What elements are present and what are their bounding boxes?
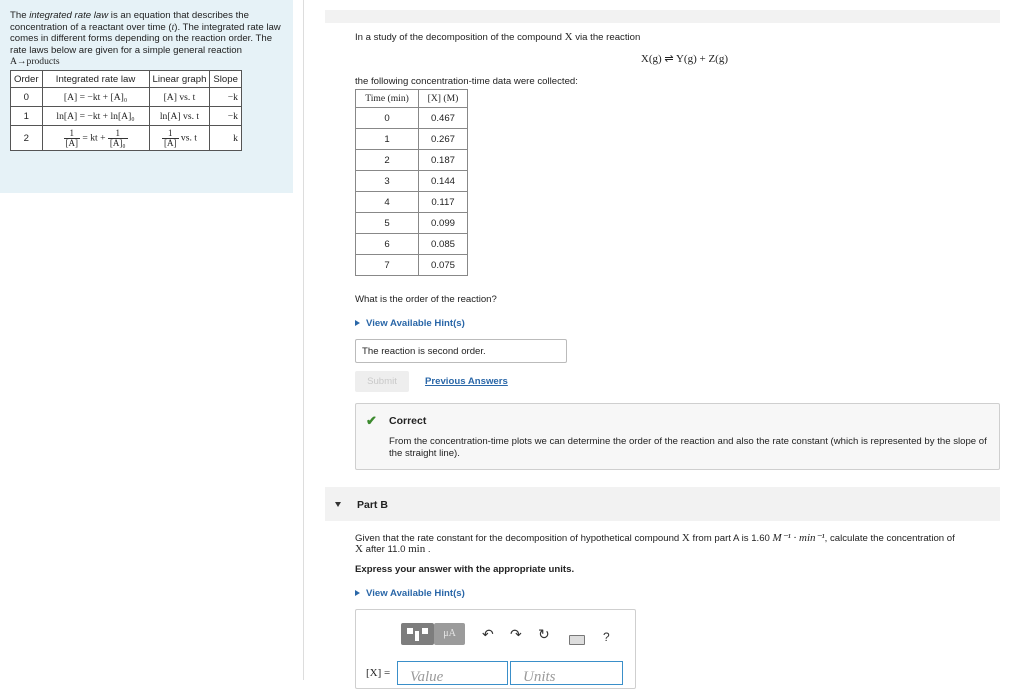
concentration-header: [X] (M): [419, 90, 468, 108]
header-graph: Linear graph: [149, 71, 210, 88]
denominator: [A]₀: [109, 137, 126, 148]
time-header: Time (min): [356, 90, 419, 108]
checkmark-icon: ✔: [366, 413, 377, 428]
slope-cell: k: [210, 126, 242, 151]
expand-triangle-icon: [355, 320, 360, 326]
units-input[interactable]: Units: [510, 661, 623, 685]
compound-name: X: [681, 532, 690, 544]
top-bar: [325, 10, 1000, 23]
header-slope: Slope: [210, 71, 242, 88]
hint-label: View Available Hint(s): [366, 318, 465, 329]
time-unit: min: [408, 543, 426, 555]
graph-cell: [149, 126, 210, 151]
intro-text-3: ). The integrated rate law comes in different forms depending on the reaction order. The rate laws below are given for a simple general reaction: [10, 21, 281, 56]
reaction-equation: X(g) ⇌ Y(g) + Z(g): [640, 53, 728, 65]
concentration-cell: 0.075: [419, 255, 468, 276]
rate-law-row: [11, 88, 242, 107]
compound-name: X: [564, 31, 573, 43]
law-middle: = kt +: [80, 132, 108, 144]
units-symbol-button[interactable]: μA: [434, 623, 465, 645]
view-hint-link[interactable]: [355, 318, 465, 329]
fraction: [64, 129, 81, 148]
study-intro-text: In a study of the decomposition of the compound: [355, 32, 565, 43]
concentration-cell: 0.117: [419, 192, 468, 213]
concentration-cell: 0.267: [419, 129, 468, 150]
template-icon: [415, 631, 419, 641]
answer-field[interactable]: The reaction is second order.: [355, 339, 567, 363]
table-row: [356, 150, 468, 171]
feedback-title: Correct: [389, 415, 427, 427]
header-law: Integrated rate law: [42, 71, 149, 88]
rate-units: M⁻¹ · min⁻¹: [772, 532, 825, 544]
part-b-title: Part B: [357, 499, 388, 511]
undo-icon[interactable]: ↶: [482, 626, 494, 642]
expand-triangle-icon: [355, 590, 360, 596]
law-cell: [42, 126, 149, 151]
time-cell: 3: [356, 171, 419, 192]
graph-cell: [A] vs. t: [149, 88, 210, 107]
numerator: 1: [64, 129, 81, 139]
intro-var: t: [171, 21, 175, 33]
concentration-cell: 0.144: [419, 171, 468, 192]
slope-cell: −k: [210, 88, 242, 107]
header-order: Order: [11, 71, 43, 88]
prompt-text: Given that the rate constant for the decomposition of hypothetical compound: [355, 533, 682, 544]
prompt-text-2: from part A is 1.60: [689, 533, 773, 544]
fraction: [162, 129, 179, 148]
template-icon: [407, 628, 413, 634]
part-b-header[interactable]: [325, 487, 1000, 521]
previous-answers-link[interactable]: Previous Answers: [425, 376, 508, 387]
table-row: [356, 192, 468, 213]
rate-law-header-row: [11, 71, 242, 88]
time-cell: 4: [356, 192, 419, 213]
time-cell: 5: [356, 213, 419, 234]
concentration-time-table: [355, 89, 468, 276]
graph-tail: vs. t: [178, 132, 197, 144]
info-intro: [10, 10, 290, 68]
time-cell: 1: [356, 129, 419, 150]
table-row: [356, 171, 468, 192]
graph-cell: ln[A] vs. t: [149, 107, 210, 126]
study-intro-tail: via the reaction: [572, 32, 641, 43]
order-cell: 0: [11, 88, 43, 107]
rate-law-row: [11, 126, 242, 151]
law-cell: ln[A] = −kt + ln[A]₀: [42, 107, 149, 126]
concentration-cell: 0.085: [419, 234, 468, 255]
data-intro: the following concentration-time data were collected:: [355, 76, 578, 87]
table-row: [356, 129, 468, 150]
compound-name: X: [355, 543, 363, 555]
concentration-cell: 0.099: [419, 213, 468, 234]
rate-law-row: [11, 107, 242, 126]
prompt-text-5: .: [425, 544, 431, 555]
general-reaction: A→products: [10, 56, 60, 68]
question-text: What is the order of the reaction?: [355, 294, 497, 305]
table-row: [356, 108, 468, 129]
reset-icon[interactable]: ↻: [538, 626, 550, 642]
law-cell: [A] = −kt + [A]₀: [42, 88, 149, 107]
x-label: [X] =: [366, 667, 391, 679]
concentration-cell: 0.467: [419, 108, 468, 129]
main-content: [325, 0, 1000, 685]
answer-instruction: Express your answer with the appropriate units.: [355, 564, 575, 575]
view-hint-link-part-b[interactable]: [355, 588, 465, 599]
data-header-row: [356, 90, 468, 108]
collapse-caret-icon: [335, 502, 341, 507]
feedback-message: From the concentration-time plots we can determine the order of the reaction and also the rate constant (which is represented by the slope of the straight line).: [389, 436, 987, 459]
time-cell: 2: [356, 150, 419, 171]
table-row: [356, 213, 468, 234]
denominator: [A]: [65, 137, 79, 148]
time-cell: 6: [356, 234, 419, 255]
hint-label: View Available Hint(s): [366, 588, 465, 599]
numerator: 1: [162, 129, 179, 139]
template-button[interactable]: [401, 623, 434, 645]
answer-editor: [355, 609, 636, 689]
time-cell: 0: [356, 108, 419, 129]
info-panel: [0, 0, 293, 193]
intro-term: integrated rate law: [29, 10, 109, 21]
order-cell: 1: [11, 107, 43, 126]
submit-button[interactable]: Submit: [355, 371, 409, 392]
time-cell: 7: [356, 255, 419, 276]
intro-text-2: is an equation that describes the concentration of a reactant over time (: [10, 10, 249, 33]
table-row: [356, 234, 468, 255]
rate-law-table: [10, 70, 242, 151]
feedback-box: [355, 403, 1000, 470]
part-b-prompt: [355, 533, 1000, 555]
keyboard-icon[interactable]: [569, 635, 585, 645]
help-button[interactable]: ?: [603, 630, 610, 644]
table-row: [356, 255, 468, 276]
column-divider: [303, 0, 304, 680]
intro-text: The: [10, 10, 30, 21]
order-cell: 2: [11, 126, 43, 151]
denominator: [A]: [164, 137, 177, 148]
prompt-text-4: after 11.0: [362, 544, 409, 555]
fraction: [108, 129, 128, 148]
numerator: 1: [108, 129, 128, 139]
template-icon: [422, 628, 428, 634]
slope-cell: −k: [210, 107, 242, 126]
value-input[interactable]: Value: [397, 661, 508, 685]
concentration-cell: 0.187: [419, 150, 468, 171]
study-intro: [355, 31, 640, 43]
redo-icon[interactable]: ↷: [510, 626, 522, 642]
prompt-text-3: , calculate the concentration of: [824, 533, 955, 544]
